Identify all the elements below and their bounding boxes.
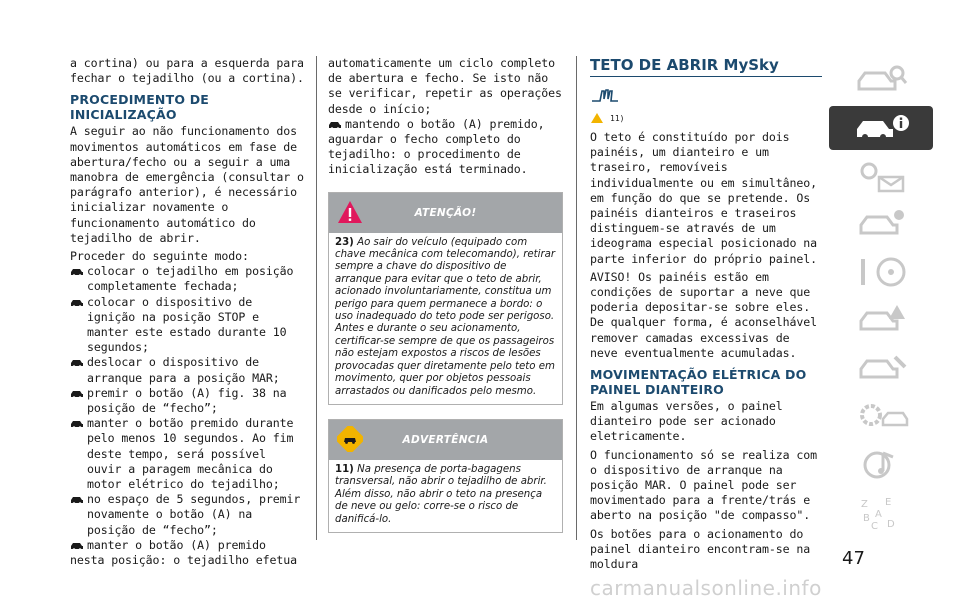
- step-text: manter o botão (A) premido: [87, 537, 266, 552]
- list-item: [70, 295, 305, 356]
- column-left: [70, 56, 305, 568]
- car-bullet-icon: [70, 419, 84, 429]
- gear-car-icon: [851, 397, 911, 435]
- intro-text: a cortina) ou para a esquerda para fechar o tejadilho (ou a cortina).: [70, 56, 304, 86]
- list-item: [70, 492, 305, 538]
- car-bullet-icon: [70, 495, 84, 505]
- warning-number: 23): [335, 236, 354, 248]
- column-middle: [328, 56, 563, 533]
- note-ref-row: [590, 112, 822, 124]
- tab-vehicle-info[interactable]: [829, 106, 933, 150]
- advert-number: 11): [335, 463, 354, 475]
- warning-body: [329, 233, 562, 404]
- tab-safety[interactable]: [829, 202, 933, 246]
- step-text: mantendo o botão (A) premido,: [345, 116, 545, 131]
- tab-index[interactable]: [829, 490, 933, 534]
- steps-list: [70, 264, 305, 553]
- svg-text:D: D: [887, 519, 895, 530]
- section-title: TETO DE ABRIR MySky: [590, 56, 822, 77]
- light-envelope-icon: [851, 157, 911, 195]
- tab-warning-lights[interactable]: [829, 154, 933, 198]
- car-safety-icon: [851, 205, 911, 243]
- warning-header: [329, 193, 562, 233]
- car-bullet-icon: [328, 120, 342, 130]
- step-text: colocar o dispositivo de ignição na posição STOP e manter este estado durante 10 segundos;: [87, 294, 287, 355]
- column-divider: [576, 56, 577, 540]
- tab-multimedia[interactable]: [829, 442, 933, 486]
- car-emergency-icon: [851, 301, 911, 339]
- tab-maintenance[interactable]: [829, 346, 933, 390]
- chapter-tabs: [829, 58, 933, 538]
- reference-icons: [590, 85, 822, 109]
- svg-text:Z: Z: [861, 499, 868, 510]
- para-roof-3: Em algumas versões, o painel dianteiro pode ser acionado eletricamente.: [590, 399, 783, 444]
- step-text: deslocar o dispositivo de arranque para a posição MAR;: [87, 355, 280, 385]
- svg-text:C: C: [871, 521, 878, 531]
- music-note-icon: [851, 445, 911, 483]
- tab-emergency[interactable]: [829, 298, 933, 342]
- step-text: manter o botão premido durante pelo menos 10 segundos. Ao fim deste tempo, será possível ouvir a paragem mecânica do motor elétrico do tejadilho;: [87, 416, 294, 492]
- svg-text:B: B: [863, 513, 870, 524]
- column-divider: [316, 56, 317, 540]
- finish-text: aguardar o fecho completo do tejadilho: o procedimento de inicialização está terminado.: [328, 132, 528, 177]
- list-item: [70, 538, 305, 553]
- para-roof-1: O teto é constituído por dois painéis, um dianteiro e um traseiro, removíveis individualmente ou em simultâneo, em função do que se pretende. Os painéis dianteiros e traseiros distinguem-se através de um ideograma especial posicionado na parte inferior do próprio painel.: [590, 130, 818, 266]
- car-bullet-icon: [70, 298, 84, 308]
- car-bullet-icon: [70, 389, 84, 399]
- warning-text: Ao sair do veículo (equipado com chave mecânica com telecomando), retirar sempre a chave do dispositivo de arranque para evitar que o teto de abrir, acionado involuntariamente, constitua um perigo para quem permanece a bordo: o uso inadequado do teto pode ser perigoso. Antes e durante o seu acionamento, certificar-se sempre de que os passageiros não estejam expostos a riscos de lesões provocadas quer diretamente pelo teto em movimento, quer por objetos pessoais arrastados ou danificados pelo mesmo.: [335, 236, 556, 397]
- step-text: no espaço de 5 segundos, premir novamente o botão (A) na posição de “fecho”;: [87, 492, 301, 537]
- para-init-1: A seguir ao não funcionamento dos movimentos automáticos em fase de abertura/fecho ou a seguir a uma manobra de emergência (consultar o parágrafo anterior), é necessário inicializar novamente o funcionamento automático do tejadilho de abrir.: [70, 124, 304, 245]
- car-wrench-icon: [851, 349, 911, 387]
- warning-triangle-icon: [337, 199, 363, 225]
- tail-text: nesta posição: o tejadilho efetua: [70, 553, 298, 568]
- para-roof-2: AVISO! Os painéis estão em condições de suportar a neve que poderia depositar-se sobre eles. De qualquer forma, é aconselhável remover camadas excessivas de neve eventualmente acumuladas.: [590, 269, 818, 360]
- advert-header: [329, 420, 562, 460]
- step-text: colocar o tejadilho em posição completamente fechada;: [87, 264, 294, 294]
- tab-technical-data[interactable]: [829, 394, 933, 438]
- advert-text: Na presença de porta-bagagens transversal, não abrir o tejadilho de abrir. Além disso, não abrir o teto na presença de neve ou gelo: corre-se o risco de danificá-lo.: [335, 463, 547, 525]
- car-bullet-icon: [70, 358, 84, 368]
- advert-body: [329, 460, 562, 532]
- car-search-icon: [851, 61, 911, 99]
- tab-starting-driving[interactable]: [829, 250, 933, 294]
- list-item: [70, 416, 305, 492]
- svg-text:A: A: [875, 509, 882, 520]
- list-item: [70, 386, 305, 416]
- steering-wheel-icon: [851, 253, 911, 291]
- hand-pointer-icon: [590, 85, 620, 105]
- continuation-text: automaticamente um ciclo completo de abertura e fecho. Se isto não se verificar, repetir as operações desde o início;: [328, 56, 562, 116]
- car-bullet-icon: [70, 267, 84, 277]
- note-number: 11): [610, 113, 625, 123]
- column-right: [590, 56, 822, 572]
- warning-title: ATENÇÃO!: [414, 206, 477, 219]
- advert-title: ADVERTÊNCIA: [402, 433, 489, 446]
- watermark: carmanualsonline.info: [590, 576, 822, 600]
- page-number: 47: [842, 548, 865, 569]
- list-item: [70, 264, 305, 294]
- list-item: [328, 117, 563, 132]
- svg-text:E: E: [885, 497, 892, 508]
- caution-small-icon: [590, 112, 604, 124]
- heading-inicializacao: PROCEDIMENTO DE INICIALIZAÇÃO: [70, 92, 210, 123]
- heading-movimentacao: MOVIMENTAÇÃO ELÉTRICA DO PAINEL DIANTEIRO: [590, 367, 807, 398]
- warning-box: [328, 192, 563, 405]
- car-bullet-icon: [70, 541, 84, 551]
- list-item: [70, 355, 305, 385]
- advert-box: [328, 419, 563, 533]
- car-info-icon: [851, 109, 911, 147]
- tab-dashboard[interactable]: [829, 58, 933, 102]
- step-text: premir o botão (A) fig. 38 na posição de “fecho”;: [87, 385, 287, 416]
- alphabet-index-icon: [851, 493, 911, 531]
- car-caution-icon: [337, 426, 363, 452]
- para-roof-5: Os botões para o acionamento do painel dianteiro encontram-se na moldura: [590, 526, 811, 572]
- para-roof-4: O funcionamento só se realiza com o dispositivo de arranque na posição MAR. O painel pode ser movimentado para a frente/trás e aberto na posição "de compasso".: [590, 447, 818, 523]
- para-init-2: Proceder do seguinte modo:: [70, 249, 249, 264]
